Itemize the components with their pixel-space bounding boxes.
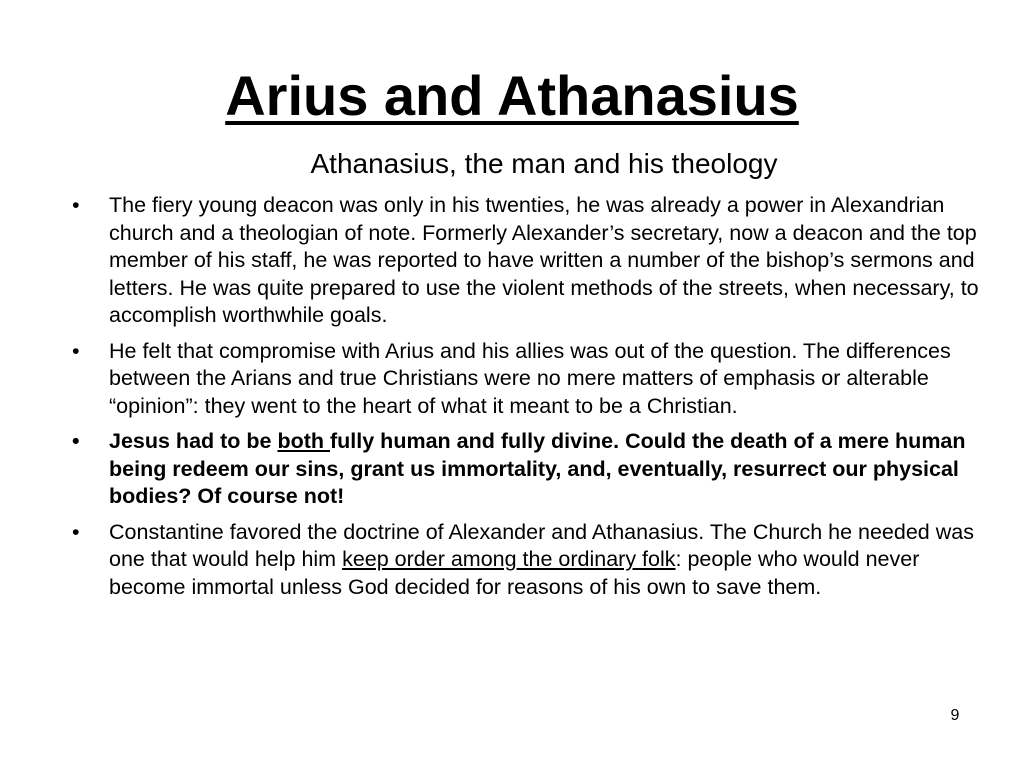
bullet-item-2 [72, 338, 987, 421]
bullet-item-4 [72, 519, 987, 602]
bullet-text-before: Jesus had to be [109, 429, 278, 453]
slide-title: Arius and Athanasius [225, 64, 799, 127]
bullet-text-after: fully human and fully divine. Could the death of a mere human being redeem our sins, grant us immortality, and, eventually, resurrect our physical bodies? Of course not! [109, 429, 966, 508]
bullet-text-after: : people who would never become immortal unless God decided for reasons of his own to save them. [109, 547, 920, 599]
bullet-list [72, 192, 987, 609]
bullet-marker: • [72, 338, 80, 363]
bullet-item-3 [72, 428, 987, 511]
bullet-text-before: Constantine favored the doctrine of Alexander and Athanasius. The Church he needed was one that would help him [109, 519, 974, 571]
bullet-text-underlined: keep order among the ordinary folk [342, 547, 676, 571]
bullet-item-1 [72, 192, 987, 330]
bullet-text: He felt that compromise with Arius and his allies was out of the question. The differences between the Arians and true Christians were no mere matters of emphasis or alterable “opinion”: they went to the heart of what it meant to be a Christian. [109, 338, 951, 418]
page-number: 9 [950, 707, 960, 724]
bullet-marker: • [72, 519, 80, 544]
slide-subtitle: Athanasius, the man and his theology [310, 148, 778, 179]
bullet-text-underlined: both [277, 429, 331, 453]
bullet-text: The fiery young deacon was only in his twenties, he was already a power in Alexandrian church and a theologian of note. Formerly Alexander’s secretary, now a deacon and the top member of his staff, he was reported to have written a number of the bishop’s sermons and letters. He was quite prepared to use the violent methods of the streets, when necessary, to accomplish worthwhile goals. [109, 193, 979, 327]
bullet-marker: • [72, 429, 80, 453]
bullet-marker: • [72, 193, 80, 217]
